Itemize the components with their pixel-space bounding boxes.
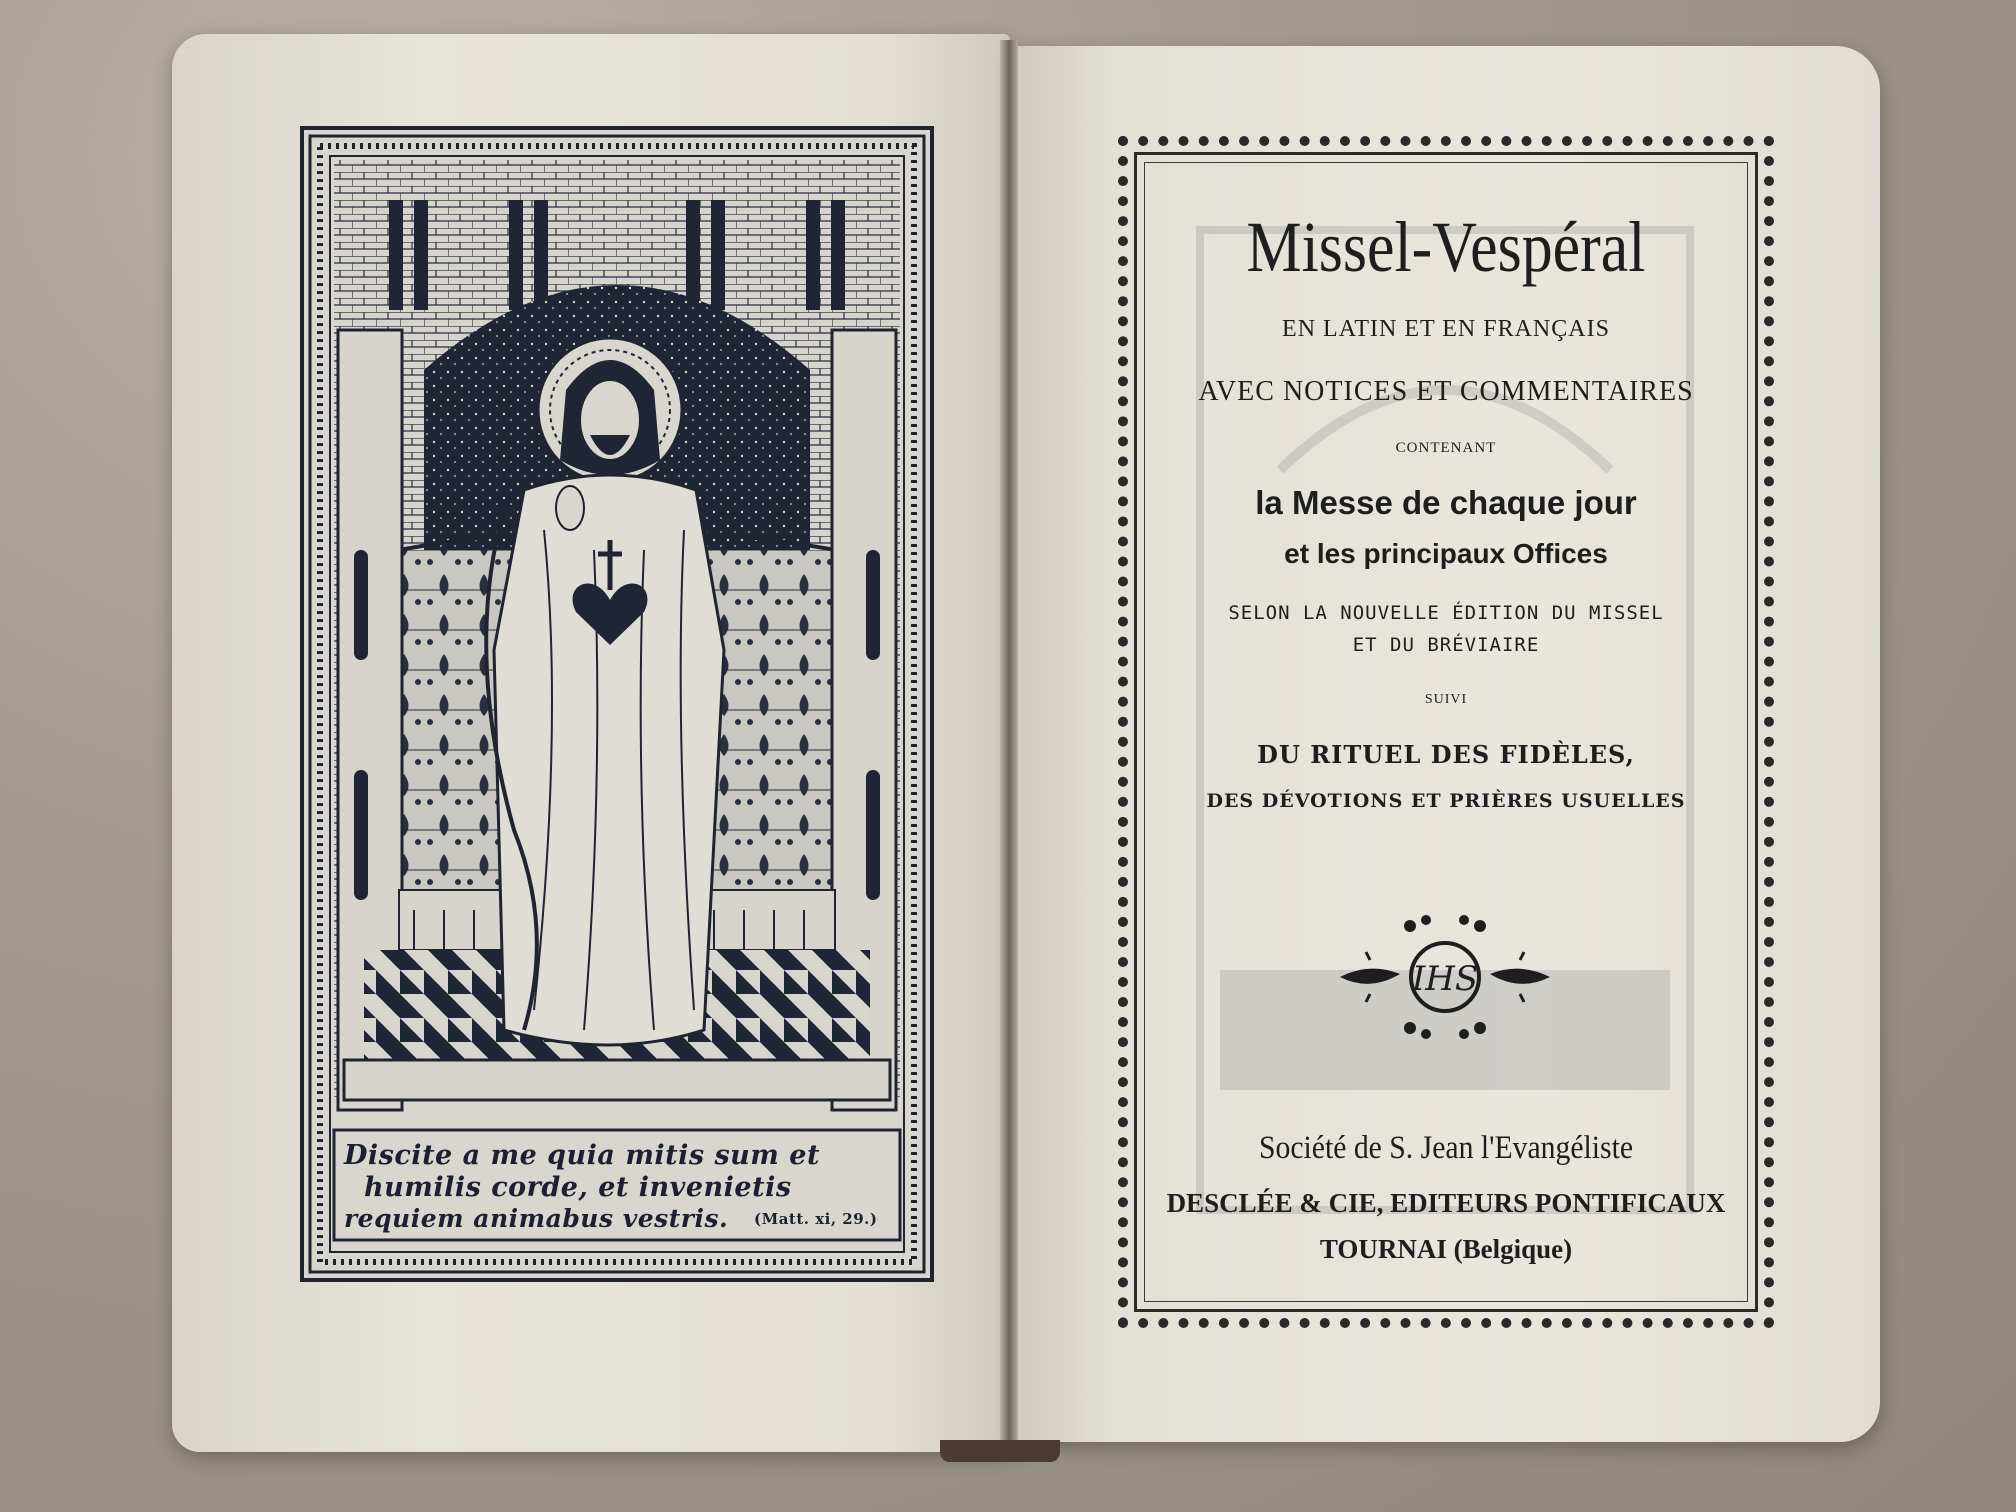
title-line-4: la Messe de chaque jour (1255, 484, 1637, 521)
title-line-2: AVEC NOTICES ET COMMENTAIRES (1198, 376, 1694, 407)
sacred-heart-figure-icon (304, 130, 930, 1278)
publisher-line-2: DESCLÉE & CIE, EDITEURS PONTIFICAUX (1166, 1188, 1726, 1218)
title-line-5: et les principaux Offices (1284, 538, 1608, 569)
title-line-1: EN LATIN ET EN FRANÇAIS (1282, 316, 1610, 342)
page-title: Missel-Vespéral (1246, 207, 1646, 287)
title-line-9: DU RITUEL DES FIDÈLES, (1257, 740, 1635, 769)
title-line-3: CONTENANT (1395, 440, 1497, 456)
title-line-10: DES DÉVOTIONS ET PRIÈRES USUELLES (1206, 790, 1686, 812)
publisher-line-3: TOURNAI (Belgique) (1319, 1234, 1573, 1264)
title-line-6: SELON LA NOUVELLE ÉDITION DU MISSEL (1228, 602, 1664, 624)
engraving-frame (300, 126, 934, 1282)
title-line-7: ET DU BRÉVIAIRE (1352, 634, 1540, 656)
caption-line-2: humilis corde, et invenietis (364, 1172, 792, 1203)
title-line-8: SUIVI (1424, 692, 1468, 707)
caption-line-3: requiem animabus vestris. (344, 1204, 729, 1233)
svg-text:IHS: IHS (1411, 959, 1479, 999)
publisher-line-1: Société de S. Jean l'Evangéliste (1258, 1130, 1634, 1166)
caption-line-1: Discite a me quia mitis sum et (344, 1140, 820, 1171)
caption-reference: (Matt. xi, 29.) (754, 1210, 878, 1228)
ihs-monogram-ornament-icon (1330, 912, 1560, 1042)
book-cover-edge (940, 1440, 1060, 1462)
book-spine (1000, 40, 1018, 1458)
